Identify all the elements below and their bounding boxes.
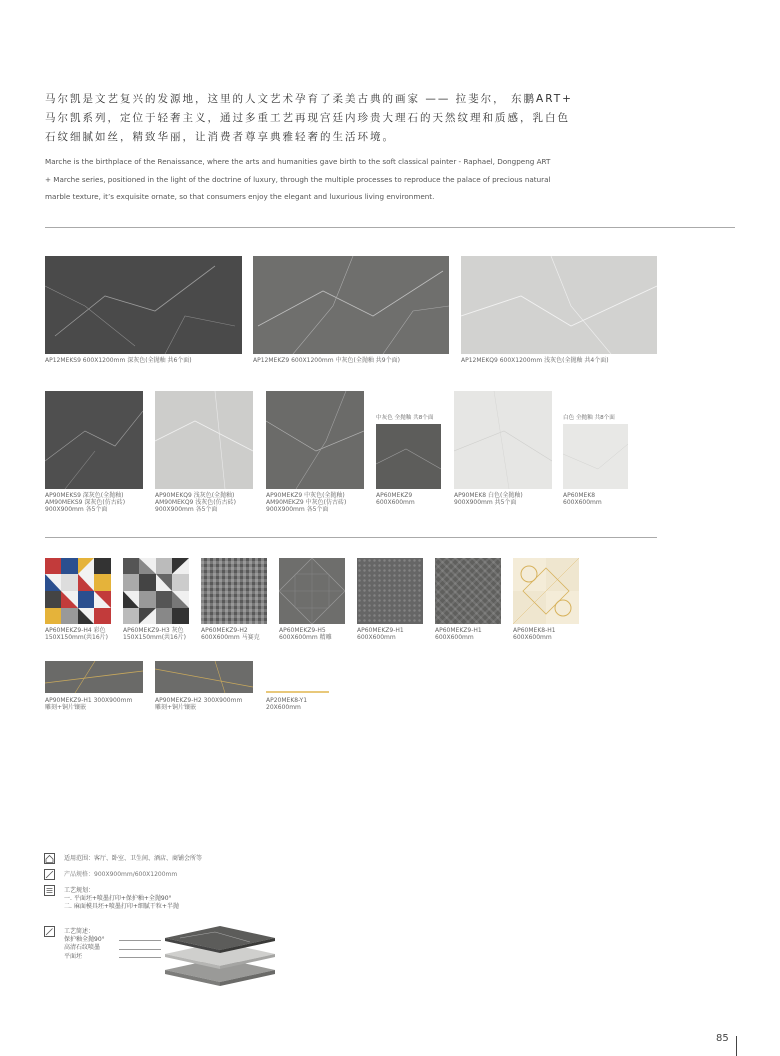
marble-texture (45, 391, 143, 489)
marble-texture (461, 256, 657, 354)
caption-line: AP60MEK8 (563, 492, 596, 499)
caption (563, 492, 602, 506)
caption-line: 20X600mm (266, 704, 301, 712)
carved-strip (45, 661, 143, 693)
layer-pointer (119, 949, 161, 950)
tile-ap60mekz9[interactable] (376, 424, 441, 489)
caption-line: AP20MEK8-Y1 (266, 697, 308, 704)
caption (123, 627, 186, 641)
list-icon-glyph (45, 886, 54, 895)
caption (155, 492, 236, 514)
tile-h2-mosaic[interactable] (201, 558, 267, 624)
tile-ap12meks9[interactable] (45, 256, 242, 354)
marble-texture (253, 256, 449, 354)
tile-ap12mekq9[interactable] (461, 256, 657, 354)
spec-size-text: 产品规格：900X900mm/600X1200mm (64, 871, 178, 878)
process-title: 工艺规划： (64, 887, 95, 894)
ruler-icon (44, 869, 55, 880)
spec-process-lines (64, 887, 179, 912)
caption-line: 600X600mm (513, 634, 552, 642)
marble-texture (45, 256, 242, 354)
page-number: 85 (716, 1033, 729, 1044)
caption-line: 150X150mm(共16片) (123, 634, 187, 642)
caption (45, 492, 125, 514)
intro-cn-line: 马尔凯是文艺复兴的发源地，这里的人文艺术孕育了柔美古典的画家 —— 拉斐尔， 东鹏ART+ (45, 93, 573, 105)
caption-line: AP60MEKZ9-H5 (279, 627, 326, 634)
caption-line: 600X600mm (357, 634, 396, 642)
caption-line: AP90MEKZ9-H1 300X900mm (45, 697, 133, 704)
layer-label: 高清石纹喷墨 (64, 944, 101, 952)
caption-line: AP60MEKZ9-H2 (201, 627, 248, 634)
tile-ap90mekz9-h1[interactable] (45, 661, 143, 693)
caption (376, 492, 415, 506)
tile-ap60mek8[interactable] (563, 424, 628, 489)
spec-craft-lines (64, 928, 105, 961)
gold-pattern (513, 558, 579, 624)
caption-line: 600X600mm 精雕 (279, 634, 332, 642)
caption-line: AP90MEKQ9 浅灰色(全抛釉) (155, 492, 235, 499)
tile-h3-grey[interactable] (123, 558, 189, 624)
tile-h1-gold[interactable] (513, 558, 579, 624)
tile-ap90mek8[interactable] (454, 391, 552, 489)
caption-line: 600X600mm 马赛克 (201, 634, 260, 642)
caption (266, 492, 346, 514)
process-step: 二. 麻面模具坯+喷墨打印+细腻干粒+半抛 (64, 903, 179, 911)
caption-line: 900X900mm 各5个面 (266, 506, 329, 514)
group-header: 中灰色 全抛釉 共8个面 (376, 415, 434, 421)
caption: AP12MEKZ9 600X1200mm 中灰色(全抛釉 共9个面) (253, 357, 400, 364)
patchwork-pattern (123, 558, 189, 624)
page-number-bar (736, 1036, 737, 1056)
caption (454, 492, 523, 506)
layer-pointer (119, 957, 161, 958)
marble-texture (266, 391, 364, 489)
caption (155, 697, 242, 711)
divider (45, 537, 657, 538)
caption-line: 900X900mm 各5个面 (45, 506, 108, 514)
caption (435, 627, 482, 641)
tile-h5-carved[interactable] (279, 558, 345, 624)
caption-line: 600X600mm (563, 499, 602, 507)
tile-ap20mek8-y1[interactable] (266, 691, 329, 693)
tile-ap90meks9[interactable] (45, 391, 143, 489)
caption-line: AP60MEKZ9-H3 灰色 (123, 627, 184, 634)
intro-cn-line: 石纹细腻如丝，精致华丽，让消费者尊享典雅轻奢的生活环境。 (45, 131, 395, 143)
craft-title: 工艺简述： (64, 928, 95, 935)
caption (513, 627, 556, 641)
marble-texture (376, 424, 441, 489)
caption (357, 627, 404, 641)
caption-line: 900X900mm 共5个面 (454, 499, 517, 507)
caption-line: 600X600mm (435, 634, 474, 642)
tile-h1-damask[interactable] (435, 558, 501, 624)
caption (201, 627, 260, 641)
caption-line: AP90MEKZ9-H2 300X900mm (155, 697, 243, 704)
house-icon-glyph (45, 854, 54, 863)
caption-line: 900X900mm 各5个面 (155, 506, 218, 514)
caption-line: AM90MEKS9 深灰色(仿古砖) (45, 499, 126, 507)
caption-line: 雕刻+铜片镶嵌 (45, 704, 87, 712)
house-icon (44, 853, 55, 864)
caption (45, 697, 132, 711)
tile-h1-texture[interactable] (357, 558, 423, 624)
layer-label: 平面坯 (64, 952, 83, 960)
caption-line: AP90MEKZ9 中灰色(全抛釉) (266, 492, 345, 499)
carved-strip (155, 661, 253, 693)
caption-line: AP60MEK8-H1 (513, 627, 556, 634)
intro-en-line: + Marche series, positioned in the light of the doctrine of luxury, through the multiple processes to reproduce the palace of precious natural (45, 174, 551, 184)
layered-tile-illustration (160, 920, 280, 992)
caption-line: AP60MEKZ9-H1 (435, 627, 482, 634)
caption-line: AP60MEKZ9-H4 彩色 (45, 627, 106, 634)
intro-en (45, 153, 605, 206)
caption-line: AP60MEKZ9 (376, 492, 413, 499)
tile-ap90mekz9-h2[interactable] (155, 661, 253, 693)
caption: AP12MEKS9 600X1200mm 深灰色(全抛釉 共6个面) (45, 357, 192, 364)
intro-en-line: Marche is the birthplace of the Renaissance, where the arts and humanities gave birth to the soft classical painter - Raphael, Dongpeng ART (45, 157, 551, 166)
caption-line: 雕刻+铜片镶嵌 (155, 704, 197, 712)
marble-texture (563, 424, 628, 489)
intro-en-line: marble texture, it’s exquisite ornate, so that consumers enjoy the elegant and luxurious living environment. (45, 192, 435, 201)
intro-cn-line: 马尔凯系列，定位于轻奢主义，通过多重工艺再现宫廷内珍贵大理石的天然纹理和质感，乳白色 (45, 112, 570, 124)
caption-line: AP90MEK8 白色(全抛釉) (454, 492, 523, 499)
brush-icon-glyph (45, 927, 54, 936)
marble-texture (155, 391, 253, 489)
divider (45, 227, 735, 228)
tile-ap12mekz9[interactable] (253, 256, 449, 354)
caption-line: AM90MEKQ9 浅灰色(仿古砖) (155, 499, 236, 507)
caption-line: AP90MEKS9 深灰色(全抛釉) (45, 492, 124, 499)
caption: AP12MEKQ9 600X1200mm 浅灰色(全抛釉 共4个面) (461, 357, 609, 364)
caption-line: 150X150mm(共16片) (45, 634, 109, 642)
layer-pointer (119, 940, 161, 941)
intro-cn (45, 90, 605, 147)
list-icon (44, 885, 55, 896)
caption-line: 600X600mm (376, 499, 415, 507)
carved-pattern (279, 558, 345, 624)
caption (266, 697, 307, 711)
ruler-icon-glyph (45, 870, 54, 879)
caption-line: AM90MEKZ9 中灰色(仿古砖) (266, 499, 347, 507)
patchwork-pattern (45, 558, 111, 624)
tile-ap90mekz9[interactable] (266, 391, 364, 489)
process-step: 一. 平面坯+喷墨打印+保护釉+全抛90° (64, 895, 172, 903)
brush-icon (44, 926, 55, 937)
marble-texture (454, 391, 552, 489)
caption (45, 627, 108, 641)
group-header: 白色 全抛釉 共8个面 (563, 415, 615, 421)
caption-line: AP60MEKZ9-H1 (357, 627, 404, 634)
tile-ap90mekq9[interactable] (155, 391, 253, 489)
spec-usage-text: 适用范围：客厅、卧室、卫生间、酒店、商铺会所等 (64, 855, 203, 862)
tile-h4-colored[interactable] (45, 558, 111, 624)
caption (279, 627, 332, 641)
layer-label: 保护釉全抛90° (64, 936, 105, 944)
